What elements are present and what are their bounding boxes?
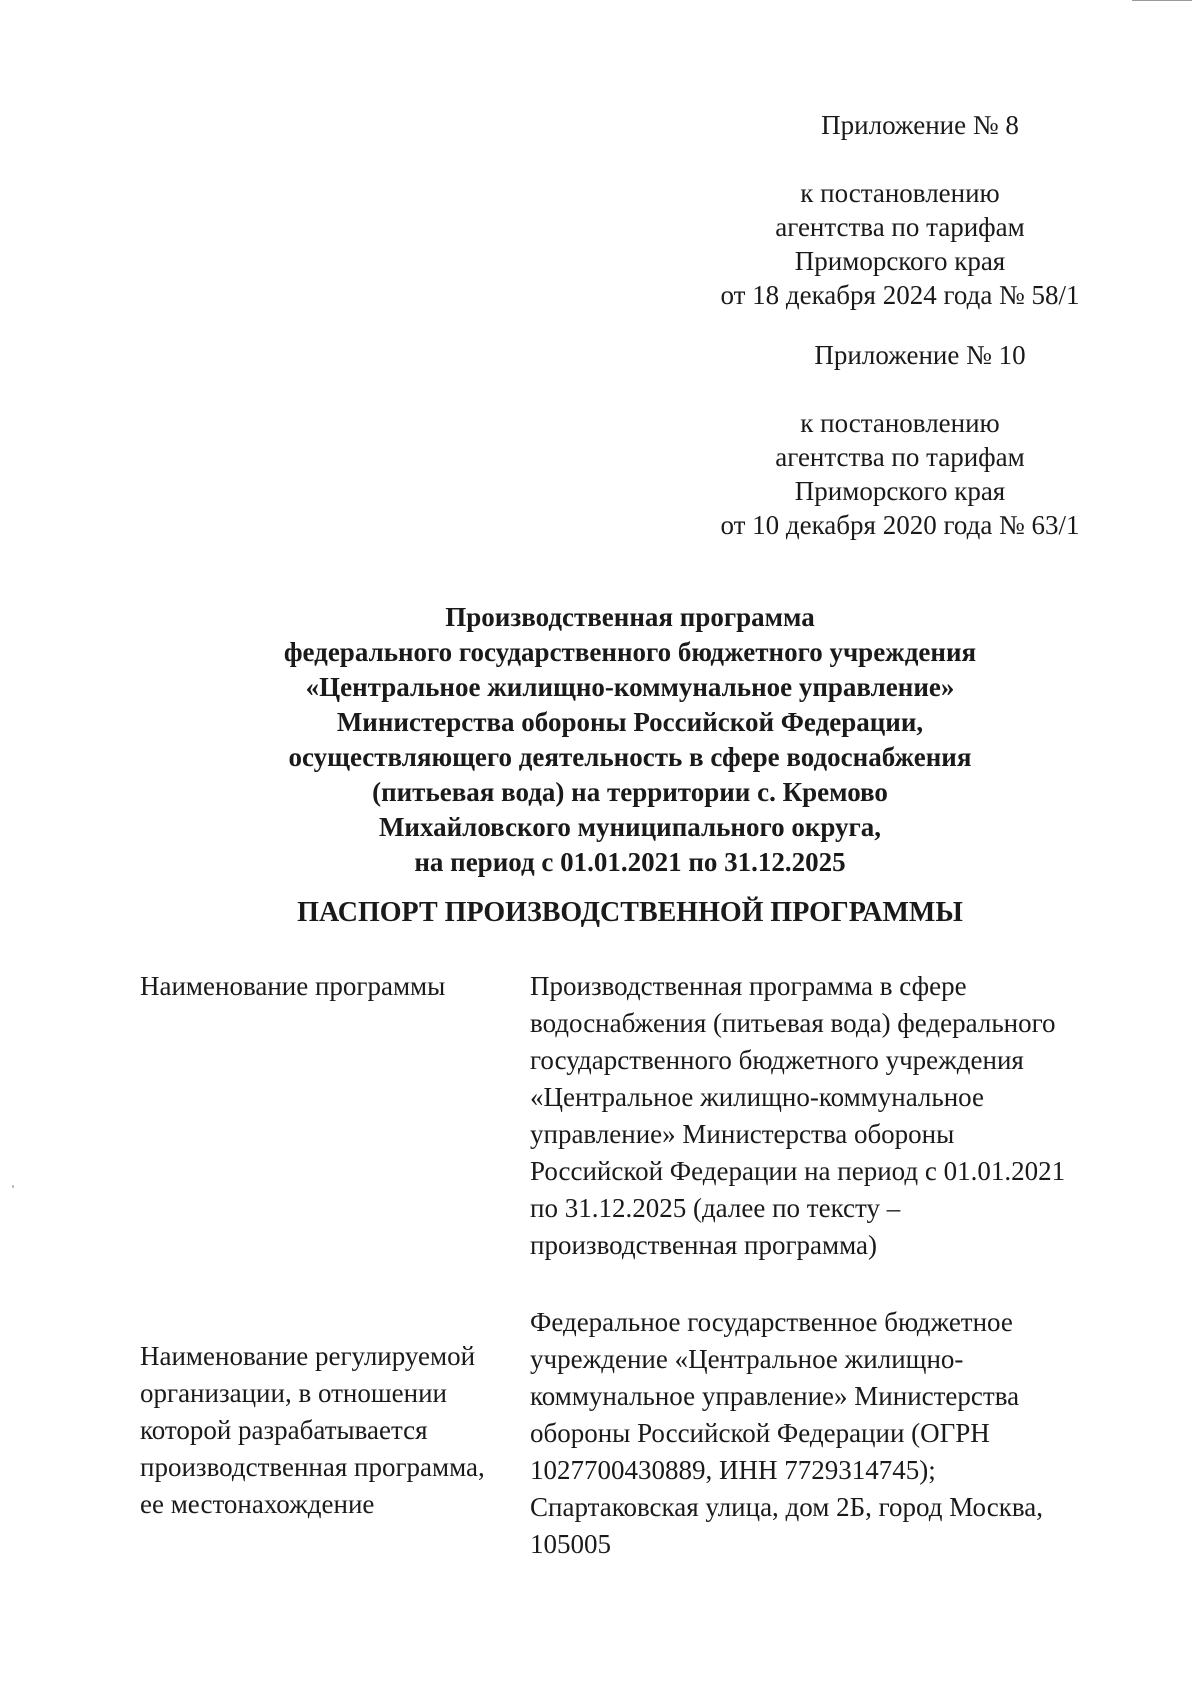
value-line: Спартаковская улица, дом 2Б, город Москва, xyxy=(530,1492,1043,1522)
program-title-line: Михайловского муниципального округа, xyxy=(378,812,882,842)
appendix-8-line: к постановлению xyxy=(800,178,1000,208)
value-line: производственная программа) xyxy=(530,1230,877,1260)
passport-row-value xyxy=(530,968,1110,1264)
passport-row-value xyxy=(530,1304,1110,1563)
appendix-8-title-text: Приложение № 8 xyxy=(821,110,1019,140)
label-line: ее местонахождение xyxy=(140,1489,375,1519)
value-line: 1027700430889, ИНН 7729314745); xyxy=(530,1455,936,1485)
appendix-8-reference xyxy=(680,176,1120,312)
value-line: по 31.12.2025 (далее по тексту – xyxy=(530,1193,901,1223)
appendix-10-line: Приморского края xyxy=(794,476,1006,506)
program-title-line: федерального государственного бюджетного учреждения xyxy=(283,637,977,667)
appendix-8-line: от 18 декабря 2024 года № 58/1 xyxy=(720,280,1080,310)
appendix-8-title xyxy=(720,108,1120,142)
value-line: обороны Российской Федерации (ОГРН xyxy=(530,1418,990,1448)
appendix-8-line: агентства по тарифам xyxy=(775,212,1025,242)
scan-edge-mark xyxy=(1132,0,1192,5)
program-title-line: Производственная программа xyxy=(445,602,815,632)
appendix-10-reference xyxy=(680,406,1120,542)
value-line: учреждение «Центральное жилищно- xyxy=(530,1344,964,1374)
program-title-line: осуществляющего деятельность в сфере водоснабжения xyxy=(288,742,972,772)
program-title-line: на период с 01.01.2021 по 31.12.2025 xyxy=(414,847,846,877)
value-line: водоснабжения (питьевая вода) федерального xyxy=(530,1008,1056,1038)
scan-speck xyxy=(12,1185,14,1188)
appendix-8-line: Приморского края xyxy=(794,246,1006,276)
label-line: производственная программа, xyxy=(140,1452,485,1482)
program-title-line: Министерства обороны Российской Федерации, xyxy=(336,707,924,737)
passport-row-label xyxy=(140,968,520,1005)
label-line: которой разрабатывается xyxy=(140,1415,428,1445)
appendix-10-title xyxy=(720,338,1120,372)
appendix-10-title-text: Приложение № 10 xyxy=(814,340,1026,370)
appendix-10-line: к постановлению xyxy=(800,408,1000,438)
value-line: Производственная программа в сфере xyxy=(530,971,967,1001)
value-line: Федеральное государственное бюджетное xyxy=(530,1307,1013,1337)
value-line: коммунальное управление» Министерства xyxy=(530,1381,1020,1411)
label-line: Наименование программы xyxy=(140,971,446,1001)
label-line: организации, в отношении xyxy=(140,1378,447,1408)
value-line: «Центральное жилищно-коммунальное xyxy=(530,1082,984,1112)
appendix-10-line: от 10 декабря 2020 года № 63/1 xyxy=(720,510,1080,540)
value-line: Российской Федерации на период с 01.01.2021 xyxy=(530,1156,1066,1186)
passport-heading: ПАСПОРТ ПРОИЗВОДСТВЕННОЙ ПРОГРАММЫ xyxy=(297,897,963,928)
program-title-line: (питьевая вода) на территории с. Кремово xyxy=(372,777,888,807)
passport-row-label xyxy=(140,1338,520,1523)
value-line: управление» Министерства обороны xyxy=(530,1119,955,1149)
program-title xyxy=(140,600,1120,880)
label-line: Наименование регулируемой xyxy=(140,1341,476,1371)
program-title-line: «Центральное жилищно-коммунальное управление» xyxy=(305,672,955,702)
appendix-10-line: агентства по тарифам xyxy=(775,442,1025,472)
value-line: 105005 xyxy=(530,1529,611,1559)
value-line: государственного бюджетного учреждения xyxy=(530,1045,1024,1075)
